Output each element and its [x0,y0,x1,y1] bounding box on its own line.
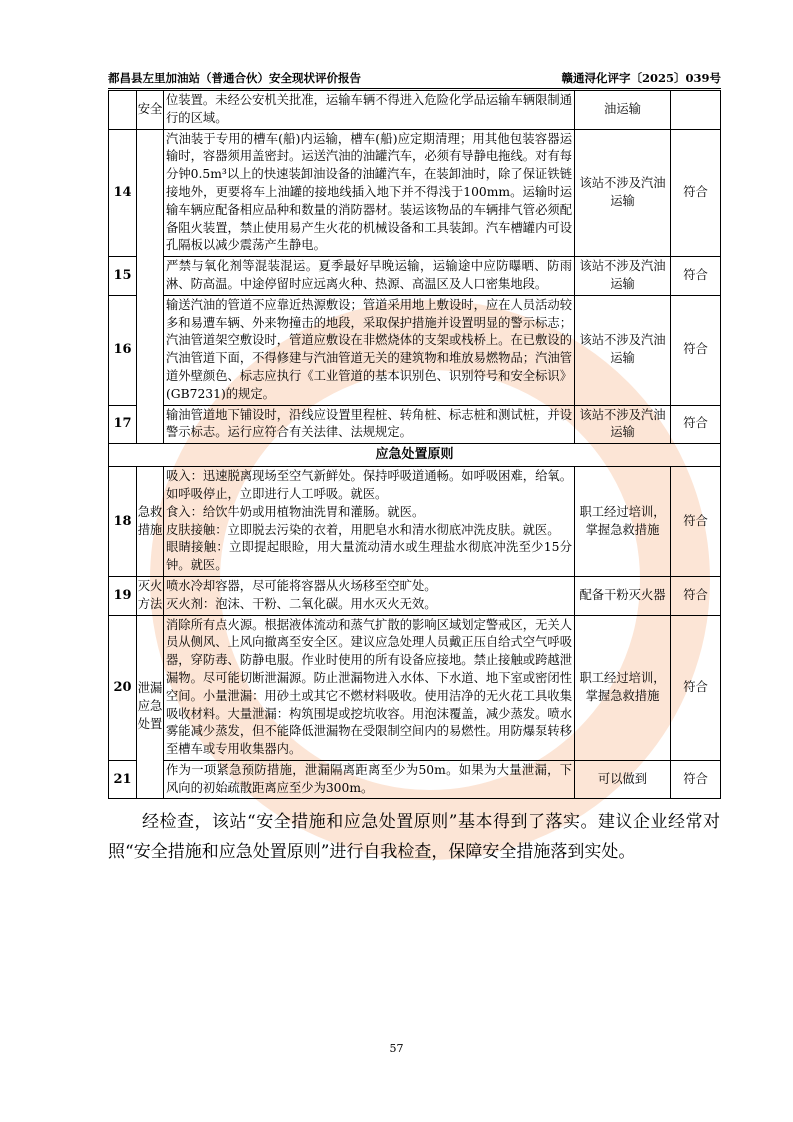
table-row [109,760,721,799]
row-number: 20 [109,615,137,760]
row-number: 16 [109,295,137,405]
table-row [109,295,721,405]
page-number: 57 [389,1042,404,1055]
row-status: 配备干粉灭火器 [575,576,671,615]
row-result [671,91,721,130]
row-status: 油运输 [575,91,671,130]
content-line: 喷水冷却容器，尽可能将容器从火场移至空旷处。 [166,578,437,593]
row-status: 职工经过培训，掌握急救措施 [575,615,671,760]
section-title: 应急处置原则 [109,444,721,467]
content-line: 灭火剂：泡沫、干粉、二氧化碳。用水灭火无效。 [166,596,437,611]
row-number: 15 [109,257,137,296]
row-number: 21 [109,760,137,799]
row-result: 符合 [671,129,721,257]
row-status: 该站不涉及汽油运输 [575,405,671,444]
row-content [164,615,575,760]
row-content [164,467,575,577]
row-category: 安全 [137,91,164,130]
row-number: 17 [109,405,137,444]
page-body [108,90,720,884]
row-content: 输送汽油的管道不应靠近热源敷设；管道采用地上敷设时，应在人员活动较多和易遭车辆、外来物撞击的地段，采取保护措施并设置明显的警示标志；汽油管道架空敷设时，管道应敷设在非燃烧体的支架或栈桥上。在已敷设的汽油管道下面，不得修建与汽油管道无关的建筑物和堆放易燃物品；汽油管道外壁颜色、标志应执行《工业管道的基本识别色、识别符号和安全标识》(GB7231)的规定。 [164,295,575,405]
row-number: 18 [109,467,137,577]
row-content [164,760,575,799]
header-left: 都昌县左里加油站（普通合伙）安全现状评价报告 [108,71,361,85]
row-result: 符合 [671,576,721,615]
row-result: 符合 [671,295,721,405]
table-row [109,257,721,296]
row-number: 19 [109,576,137,615]
row-content: 输油管道地下铺设时，沿线应设置里程桩、转角桩、标志桩和测试桩，并设警示标志。运行应符合有关法律、法规规定。 [164,405,575,444]
row-category: 灭火方法 [137,576,164,615]
row-category [137,129,164,444]
table-row [109,615,721,760]
row-content: 汽油装于专用的槽车(船)内运输，槽车(船)应定期清理；用其他包装容器运输时，容器须用盖密封。运送汽油的油罐汽车，必须有导静电拖线。对有每分钟0.5m³以上的快速装卸油设备的油罐汽车，在装卸油时，除了保证铁链接地外，更要将车上油罐的接地线插入地下并不得浅于100mm。运输时运输车辆应配备相应品种和数量的消防器材。装运该物品的车辆排气管必须配备阻火装置，禁止使用易产生火花的机械设备和工具装卸。汽车槽罐内可设孔隔板以减少震荡产生静电。 [164,129,575,257]
row-result: 符合 [671,257,721,296]
page-header [108,66,721,89]
table-row [109,576,721,615]
check-table [108,90,721,799]
header-right: 赣通浔化评字〔2025〕039号 [561,71,721,85]
content-line: 消除所有点火源。根据液体流动和蒸气扩散的影响区域划定警戒区，无关人员从侧风、上风向撤离至安全区。建议应急处理人员戴正压自给式空气呼吸器，穿防毒、防静电服。作业时使用的所有设备应接地。禁止接触或跨越泄漏物。尽可能切断泄漏源。防止泄漏物进入水体、下水道、地下室或密闭性空间。小量泄漏：用砂土或其它不燃材料吸收。使用洁净的无火花工具收集吸收材料。大量泄漏：构筑围堤或挖坑收容。用泡沫覆盖，减少蒸发。喷水雾能减少蒸发，但不能降低泄漏物在受限制空间内的易燃性。用防爆泵转移至槽车或专用收集器内。 [166,617,572,757]
table-row [109,129,721,257]
row-content [164,576,575,615]
content-line: 作为一项紧急预防措施，泄漏隔离距离至少为50m。如果为大量泄漏，下风向的初始疏散距离应至少为300m。 [166,762,572,795]
content-line: 眼睛接触：立即提起眼睑，用大量流动清水或生理盐水彻底冲洗至少15分钟。就医。 [166,540,572,573]
row-category: 急救措施 [137,467,164,577]
row-result: 符合 [671,405,721,444]
content-line: 食入：给饮牛奶或用植物油洗胃和灌肠。就医。 [166,504,425,519]
row-result: 符合 [671,760,721,799]
row-result: 符合 [671,467,721,577]
row-status: 该站不涉及汽油运输 [575,295,671,405]
section-row [109,444,721,467]
row-category: 泄漏应急处置 [137,615,164,799]
content-line: 皮肤接触：立即脱去污染的衣着，用肥皂水和清水彻底冲洗皮肤。就医。 [166,522,560,537]
row-result: 符合 [671,615,721,760]
table-row [109,405,721,444]
table-row [109,467,721,577]
row-status: 该站不涉及汽油运输 [575,257,671,296]
table-row [109,91,721,130]
row-status: 可以做到 [575,760,671,799]
conclusion-paragraph: 经检查，该站“安全措施和应急处置原则”基本得到了落实。建议企业经常对照“安全措施和应急处置原则”进行自我检查，保障安全措施落到实处。 [108,812,720,863]
row-status: 职工经过培训，掌握急救措施 [575,467,671,577]
row-content: 严禁与氧化剂等混装混运。夏季最好早晚运输，运输途中应防曝晒、防雨淋、防高温。中途停留时应远离火种、热源、高温区及人口密集地段。 [164,257,575,296]
content-line: 吸入：迅速脱离现场至空气新鲜处。保持呼吸道通畅。如呼吸困难，给氧。如呼吸停止，立即进行人工呼吸。就医。 [166,469,572,501]
row-number [109,91,137,130]
row-content: 位装置。未经公安机关批准，运输车辆不得进入危险化学品运输车辆限制通行的区域。 [164,91,575,130]
row-status: 该站不涉及汽油运输 [575,129,671,257]
row-number: 14 [109,129,137,257]
